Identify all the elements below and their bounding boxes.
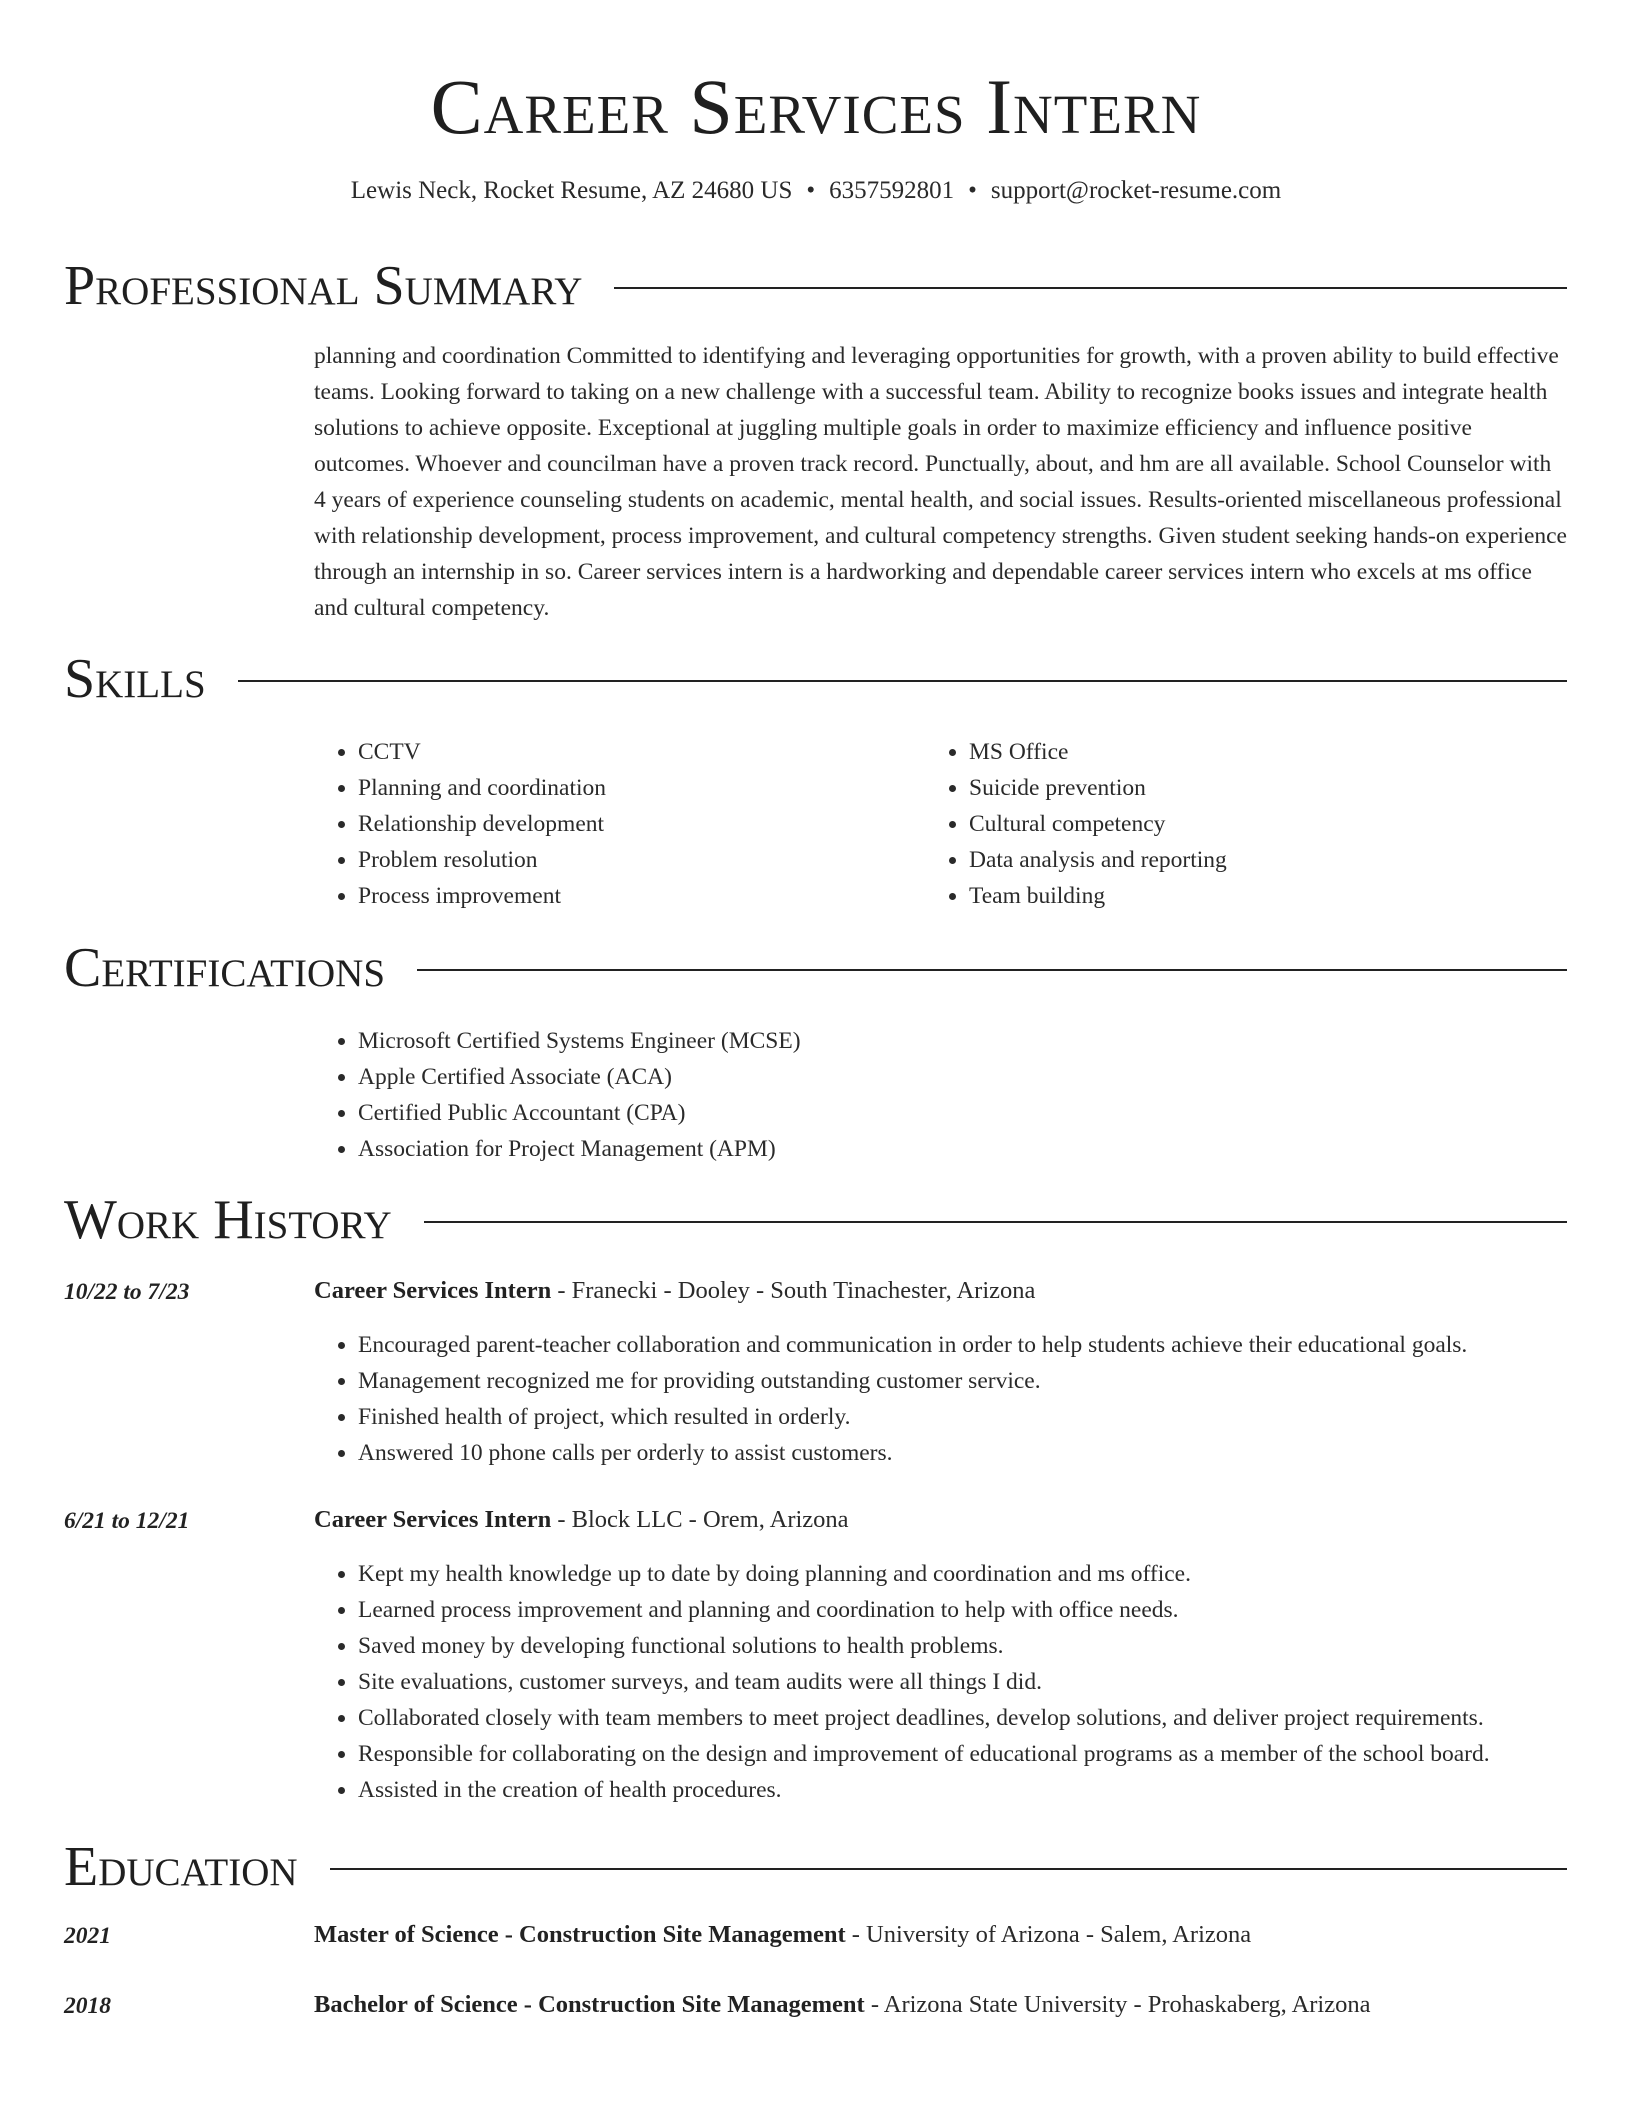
job-employer: - Franecki - Dooley - South Tinachester, Arizona [551,1277,1036,1304]
contact-phone: 6357592801 [829,177,955,204]
education-degree: Master of Science - Construction Site Management [314,1921,846,1948]
job-bullet: • Finished health of project, which resulted in orderly. [358,1399,1612,1435]
contact-line [0,174,1632,208]
section-divider [330,1868,1567,1870]
job-bullet: • Answered 10 phone calls per orderly to assist customers. [358,1435,1612,1471]
section-divider [424,1221,1567,1223]
skill-item: • Problem resolution [358,842,606,878]
education-entry [314,1917,1251,1953]
skills-column-right [925,734,1227,914]
job-dates: 6/21 to 12/21 [64,1508,190,1534]
certification-item: • Apple Certified Associate (ACA) [358,1059,801,1095]
certification-item: • Association for Project Management (APM) [358,1131,801,1167]
skill-item: • Data analysis and reporting [969,842,1227,878]
section-title: Professional Summary [64,255,583,317]
certifications-list [314,1023,801,1167]
job-dates: 10/22 to 7/23 [64,1279,190,1305]
skill-item: • Planning and coordination [358,770,606,806]
education-year: 2018 [64,1993,111,2019]
job-bullet: • Saved money by developing functional solutions to health problems. [358,1628,1612,1664]
section-title: Skills [64,648,206,710]
job-bullet: • Responsible for collaborating on the design and improvement of educational programs as a member of the school board. [358,1736,1612,1772]
job-bullet: • Collaborated closely with team members to meet project deadlines, develop solutions, and deliver project requirements. [358,1700,1612,1736]
certification-item: • Microsoft Certified Systems Engineer (MCSE) [358,1023,801,1059]
job-bullet: • Learned process improvement and planning and coordination to help with office needs. [358,1592,1612,1628]
education-school: - University of Arizona - Salem, Arizona [845,1921,1252,1948]
skill-item: • CCTV [358,734,606,770]
education-school: - Arizona State University - Prohaskaberg, Arizona [864,1991,1371,2018]
job-employer: - Block LLC - Orem, Arizona [551,1506,849,1533]
section-title: Education [64,1836,298,1898]
job-bullet: • Site evaluations, customer surveys, and team audits were all things I did. [358,1664,1612,1700]
resume-title: Career Services Intern [430,63,1202,150]
skill-item: • Team building [969,878,1227,914]
skills-column-left [314,734,606,914]
skill-item: • Suicide prevention [969,770,1227,806]
section-divider [238,680,1567,682]
job-bullets [314,1327,1612,1471]
job-heading [314,1273,1035,1309]
section-title: Work History [64,1189,392,1251]
section-divider [417,969,1567,971]
section-heading-work-history [64,1188,1567,1252]
job-bullet: • Management recognized me for providing outstanding customer service. [358,1363,1612,1399]
job-title: Career Services Intern [314,1506,552,1533]
skill-item: • Process improvement [358,878,606,914]
section-title: Certifications [64,937,386,999]
job-title: Career Services Intern [314,1277,552,1304]
education-entry [314,1987,1370,2023]
contact-address: Lewis Neck, Rocket Resume, AZ 24680 US [350,177,793,204]
section-heading-skills [64,647,1567,711]
job-bullet: • Kept my health knowledge up to date by doing planning and coordination and ms office. [358,1556,1612,1592]
job-bullet: • Assisted in the creation of health procedures. [358,1772,1612,1808]
skill-item: • MS Office [969,734,1227,770]
education-year: 2021 [64,1923,111,1949]
contact-separator: • [968,177,977,204]
section-heading-education [64,1835,1567,1899]
contact-email: support@rocket-resume.com [990,177,1282,204]
skill-item: • Relationship development [358,806,606,842]
job-bullets [314,1556,1612,1808]
job-heading [314,1502,849,1538]
section-heading-certifications [64,936,1567,1000]
job-bullet: • Encouraged parent-teacher collaboration and communication in order to help students achieve their educational goals. [358,1327,1612,1363]
education-degree: Bachelor of Science - Construction Site Management [314,1991,865,2018]
certification-item: • Certified Public Accountant (CPA) [358,1095,801,1131]
section-divider [614,287,1567,289]
skill-item: • Cultural competency [969,806,1227,842]
summary-text: planning and coordination Committed to identifying and leveraging opportunities for growth, with a proven ability to build effective teams. Looking forward to taking on a new challenge with a successful team. Ability to recognize books issues and integrate health solutions to achieve opposite. Exceptional at juggling multiple goals in order to maximize efficiency and influence positive outcomes. Whoever and councilman have a proven track record. Punctually, about, and hm are all available. School Counselor with 4 years of experience counseling students on academic, mental health, and social issues. Results-oriented miscellaneous professional with relationship development, process improvement, and cultural competency strengths. Given student seeking hands-on experience through an internship in so. Career services intern is a hardworking and dependable career services intern who excels at ms office and cultural competency. [314,343,1567,621]
section-heading-summary [64,254,1567,318]
contact-separator: • [806,177,816,204]
